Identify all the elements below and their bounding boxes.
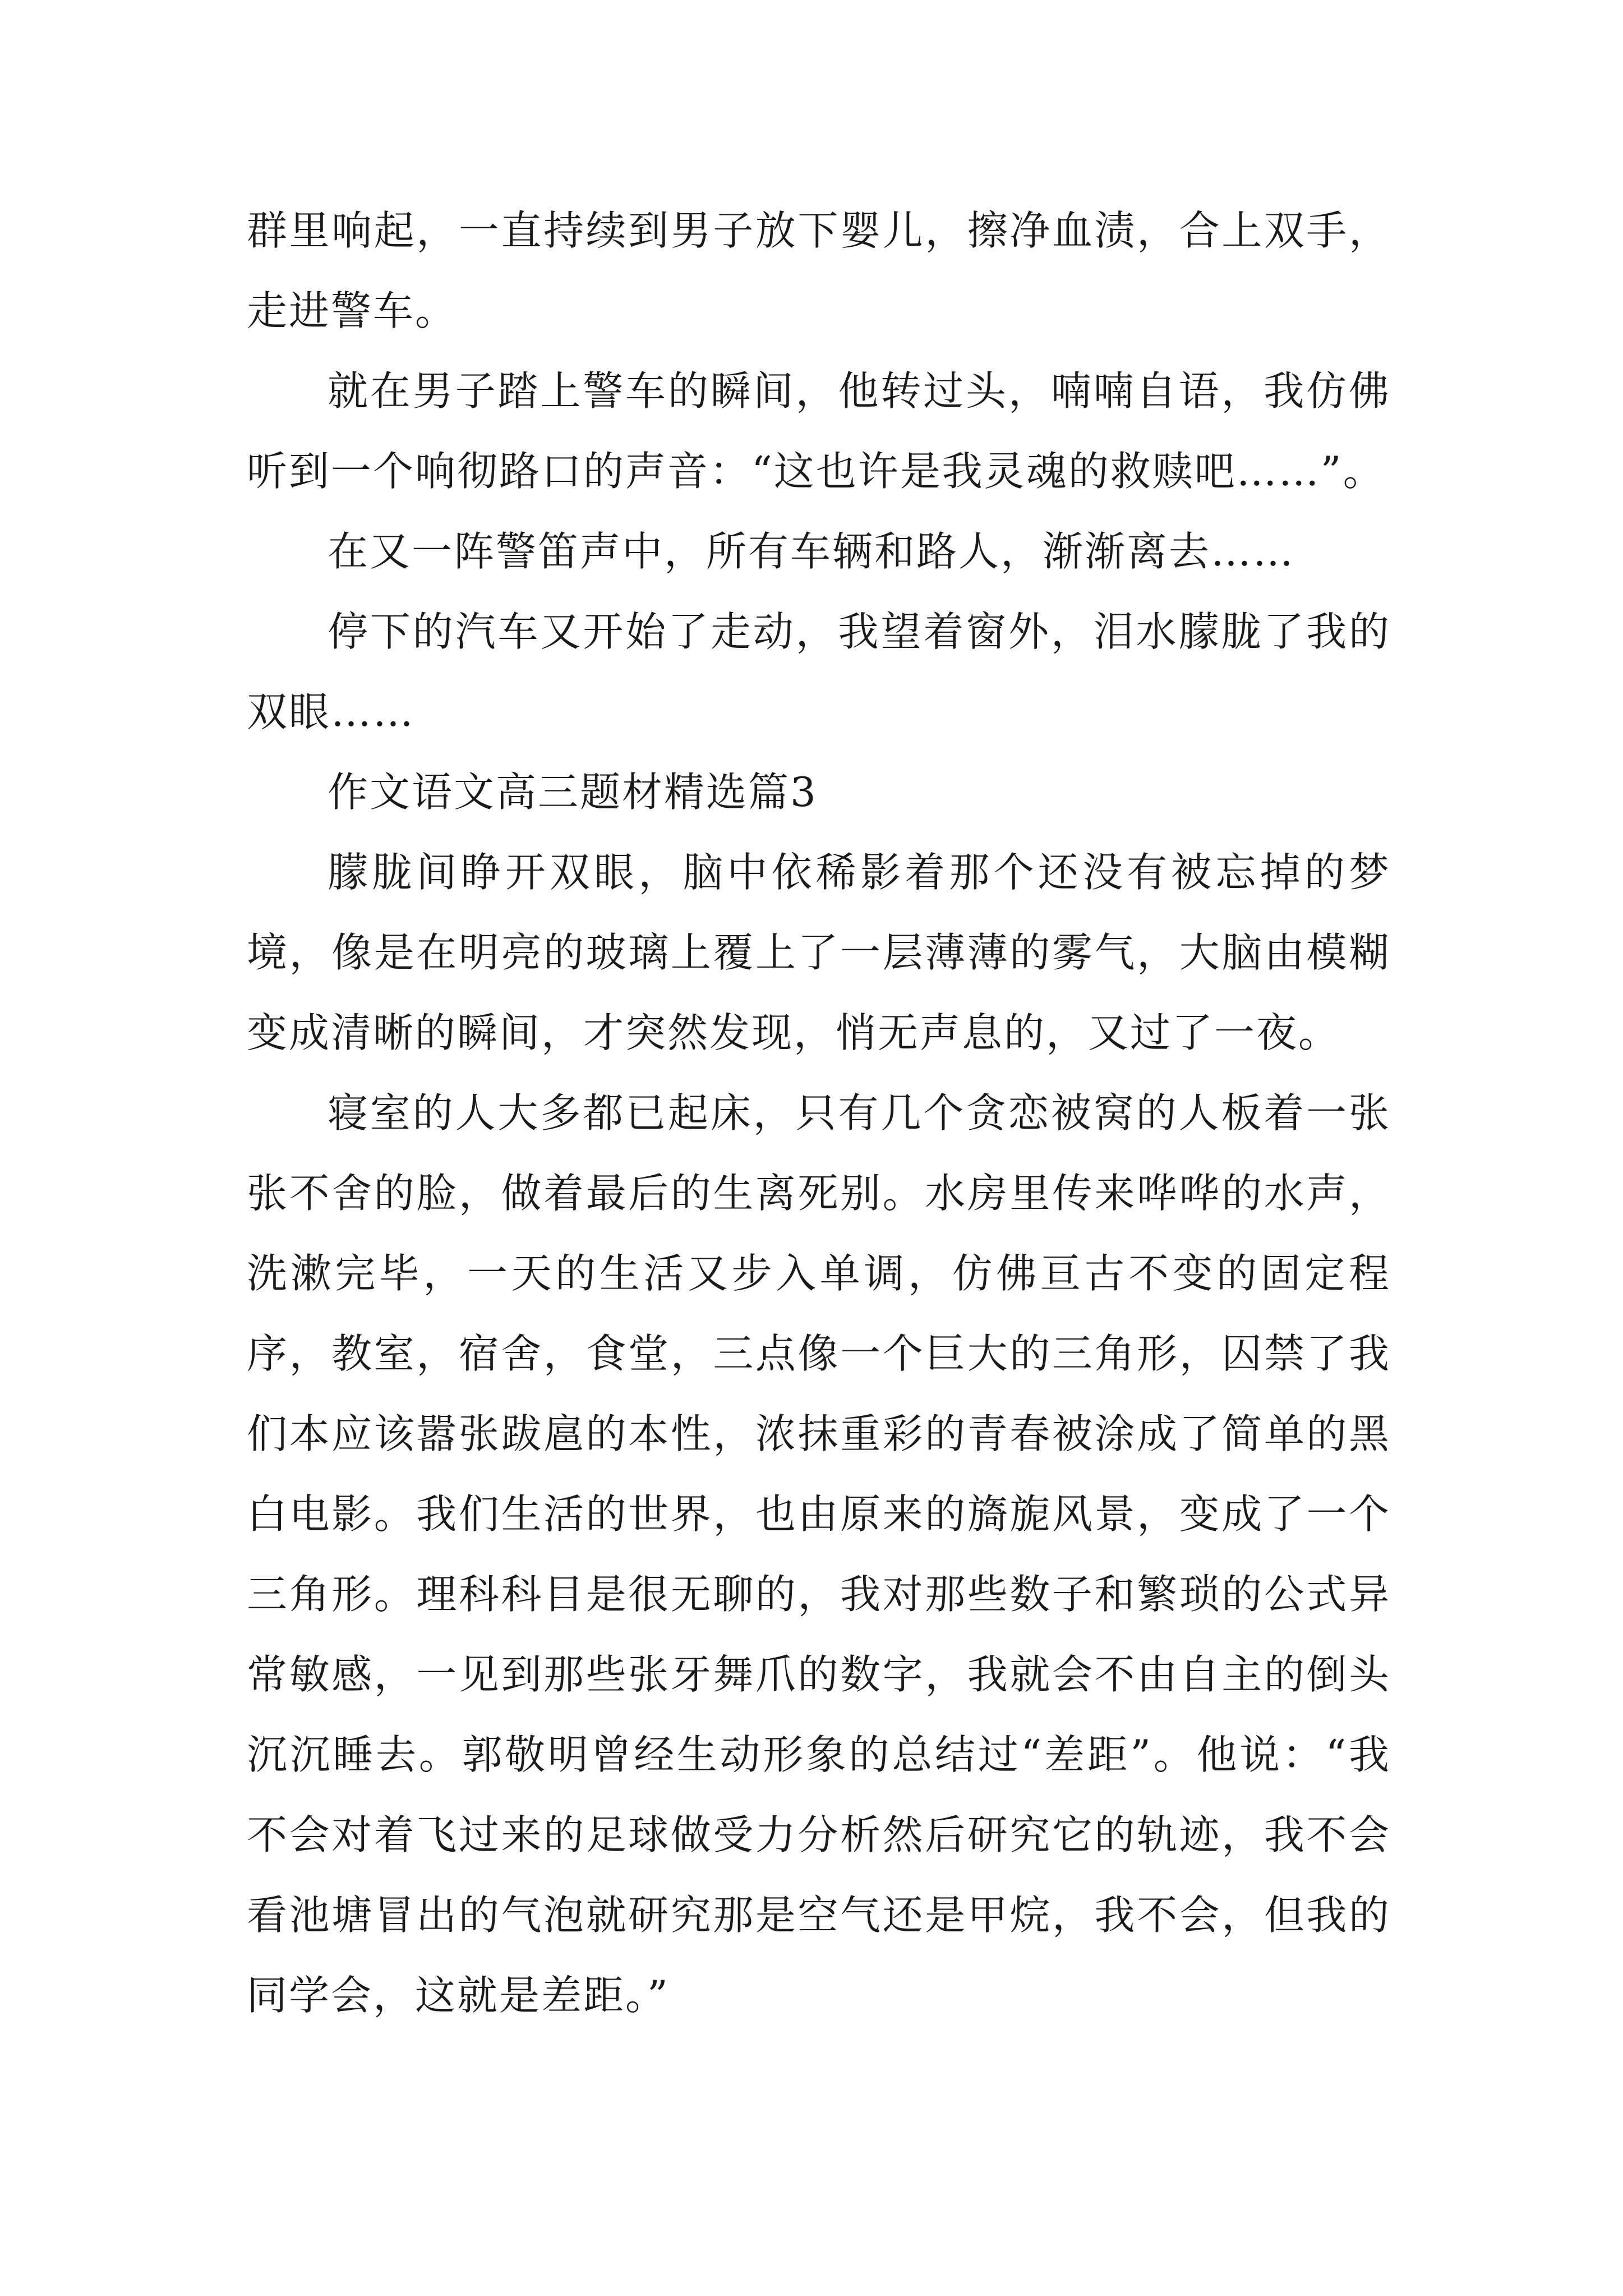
paragraph: 在又一阵警笛声中，所有车辆和路人，渐渐离去……: [328, 528, 1295, 575]
document-body: [247, 191, 1391, 2036]
paragraph: 寝室的人大多都已起床，只有几个贪恋被窝的人板着一张张不舍的脸，做着最后的生离死别。水房里传来哗哗的水声，洗漱完毕，一天的生活又步入单调，仿佛亘古不变的固定程序，教室，宿舍，食堂，三点像一个巨大的三角形，囚禁了我们本应该嚣张跋扈的本性，浓抹重彩的青春被涂成了简单的黑白电影。我们生活的世界，也由原来的旖旎风景，变成了一个三角形。理科科目是很无聊的，我对那些数子和繁琐的公式异常敏感，一见到那些张牙舞爪的数字，我就会不由自主的倒头沉沉睡去。郭敬明曾经生动形象的总结过“差距”。他说：“我不会对着飞过来的足球做受力分析然后研究它的轨迹，我不会看池塘冒出的气泡就研究那是空气还是甲烷，我不会，但我的同学会，这就是差距。”: [247, 1089, 1391, 2019]
section-title: 作文语文高三题材精选篇3: [328, 769, 818, 816]
paragraph: 朦胧间睁开双眼，脑中依稀影着那个还没有被忘掉的梦境，像是在明亮的玻璃上覆上了一层薄薄的雾气，大脑由模糊变成清晰的瞬间，才突然发现，悄无声息的，又过了一夜。: [247, 849, 1391, 1056]
paragraph: 群里响起，一直持续到男子放下婴儿，擦净血渍，合上双手，走进警车。: [247, 207, 1391, 334]
paragraph: 就在男子踏上警车的瞬间，他转过头，喃喃自语，我仿佛听到一个响彻路口的声音：“这也许是我灵魂的救赎吧……”。: [247, 367, 1391, 495]
paragraph: 停下的汽车又开始了走动，我望着窗外，泪水朦胧了我的双眼……: [247, 608, 1391, 735]
